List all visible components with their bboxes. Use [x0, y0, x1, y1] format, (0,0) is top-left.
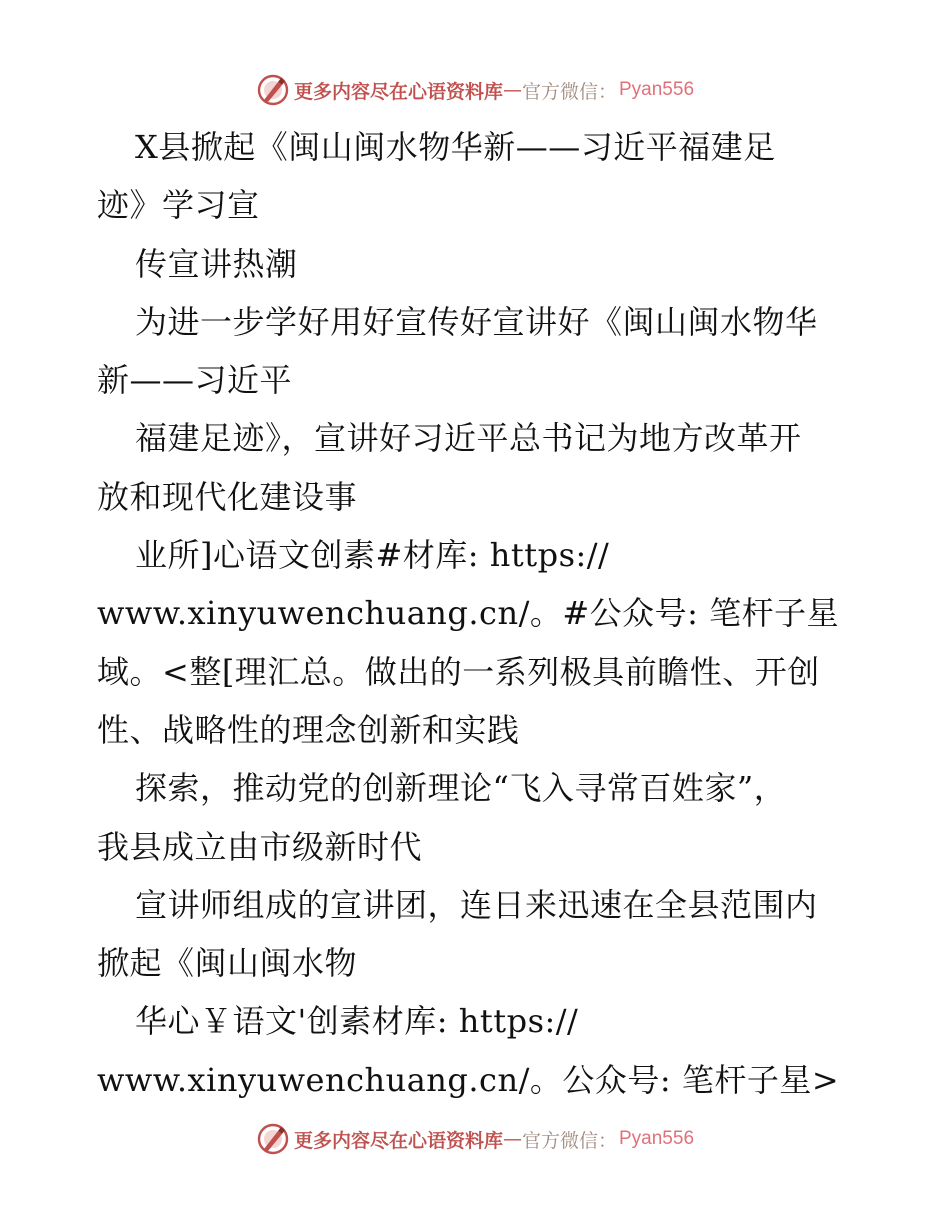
watermark-brand-text: 更多内容尽在心语资料库: [293, 1129, 503, 1152]
doc-line-16: 华心￥语文'创素材库: https://: [135, 1002, 579, 1041]
doc-line-17: www.xinyuwenchuang.cn/。公众号: 笔杆子星>: [97, 1060, 840, 1099]
doc-line-1: X县掀起《闽山闽水物华新——习近平福建足: [135, 128, 776, 166]
doc-line-7: 放和现代化建设事: [97, 477, 358, 516]
pen-circle-logo-icon: [256, 1122, 290, 1156]
watermark-wechat-id: Pyan556: [619, 79, 695, 100]
header-watermark-banner: [0, 70, 950, 110]
watermark-wechat-id: Pyan556: [619, 1128, 695, 1149]
watermark-official-label: 官方微信：: [521, 1129, 617, 1152]
doc-line-15: 掀起《闽山闽水物: [97, 944, 358, 983]
watermark-dash: —: [502, 79, 522, 101]
doc-line-2: 迹》学习宣: [97, 186, 260, 225]
doc-line-6: 福建足迹》，宣讲好习近平总书记为地方改革开: [135, 419, 802, 458]
doc-line-8: 业所]心语文创素#材库: https://: [135, 536, 610, 575]
footer-watermark-banner: [0, 1119, 950, 1159]
doc-line-12: 探索，推动党的创新理论“飞入寻常百姓家”，: [135, 769, 787, 808]
doc-line-3: 传宣讲热潮: [135, 244, 298, 283]
watermark-official-label: 官方微信：: [521, 80, 617, 103]
doc-line-14: 宣讲师组成的宣讲团，连日来迅速在全县范围内: [135, 885, 818, 924]
doc-line-10: 域。<整[理汇总。做出的一系列极具前瞻性、开创: [97, 652, 820, 691]
document-body: [97, 118, 857, 1109]
doc-line-4: 为进一步学好用好宣传好宣讲好《闽山闽水物华: [135, 302, 818, 341]
doc-line-9: www.xinyuwenchuang.cn/。#公众号: 笔杆子星: [97, 594, 840, 633]
watermark-brand-text: 更多内容尽在心语资料库: [293, 80, 503, 103]
doc-line-5: 新——习近平: [97, 361, 293, 400]
doc-line-13: 我县成立由市级新时代: [97, 827, 423, 866]
watermark-dash: —: [502, 1128, 522, 1150]
pen-circle-logo-icon: [256, 73, 290, 107]
doc-line-11: 性、战略性的理念创新和实践: [97, 710, 520, 749]
